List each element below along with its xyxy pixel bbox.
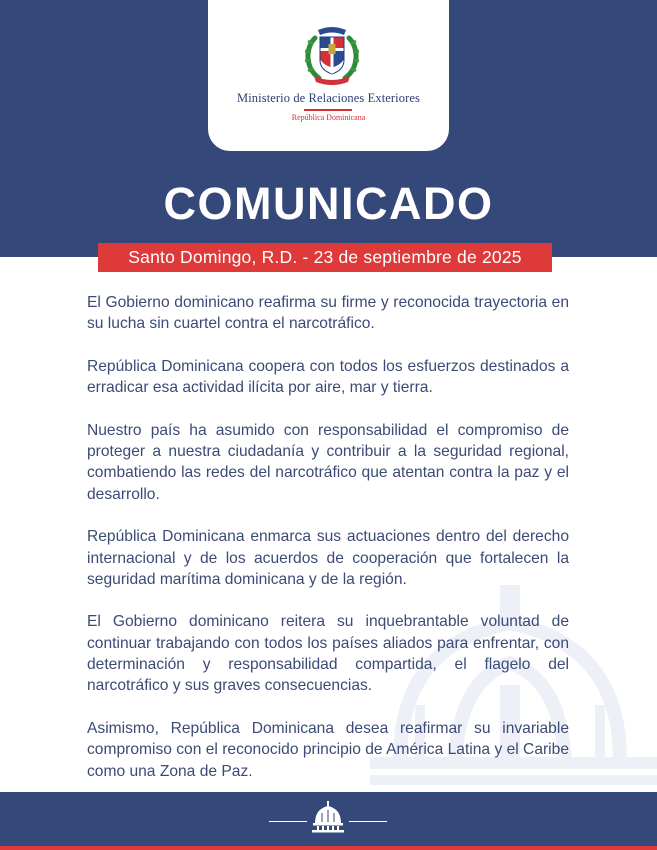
- paragraph: El Gobierno dominicano reafirma su firme y reconocida trayectoria en su lucha sin cuartel contra el narcotráfico.: [87, 294, 569, 333]
- ministry-logo-card: [208, 0, 449, 151]
- footer-band: [0, 792, 657, 850]
- communique-body: [87, 292, 569, 803]
- ministry-name: Ministerio de Relaciones Exteriores: [237, 91, 420, 105]
- country-name: República Dominicana: [291, 113, 366, 122]
- page-title: COMUNICADO: [163, 178, 494, 229]
- paragraph: República Dominicana coopera con todos los esfuerzos destinados a erradicar esa actividad ilícita por aire, mar y tierra.: [87, 357, 569, 397]
- footer-divider-right: [349, 821, 387, 822]
- paragraph: Asimismo, República Dominicana desea reafirmar su invariable compromiso con el reconocido principio de América Latina y el Caribe como una Zona de Paz.: [87, 719, 569, 780]
- divider: [304, 109, 352, 111]
- footer-accent-stripe: [0, 846, 657, 850]
- paragraph: Nuestro país ha asumido con responsabilidad el compromiso de proteger a nuestra ciudadanía y contribuir a la seguridad regional, combatiendo las redes del narcotráfico que atentan contra la paz y el desarrollo.: [87, 421, 569, 503]
- footer-divider-left: [269, 821, 307, 822]
- dateline-badge: Santo Domingo, R.D. - 23 de septiembre de 2025: [98, 243, 552, 272]
- coat-of-arms-icon: [303, 24, 361, 88]
- paragraph: El Gobierno dominicano reitera su inquebrantable voluntad de continuar trabajando con todos los países aliados para enfrentar, con determinación y responsabilidad compartida, el flagelo del narcotráfico y sus graves consecuencias.: [87, 613, 569, 695]
- paragraph: República Dominicana enmarca sus actuaciones dentro del derecho internacional y de los acuerdos de cooperación que fortalecen la seguridad marítima dominicana y de la región.: [87, 528, 569, 588]
- palace-dome-icon: [311, 801, 345, 833]
